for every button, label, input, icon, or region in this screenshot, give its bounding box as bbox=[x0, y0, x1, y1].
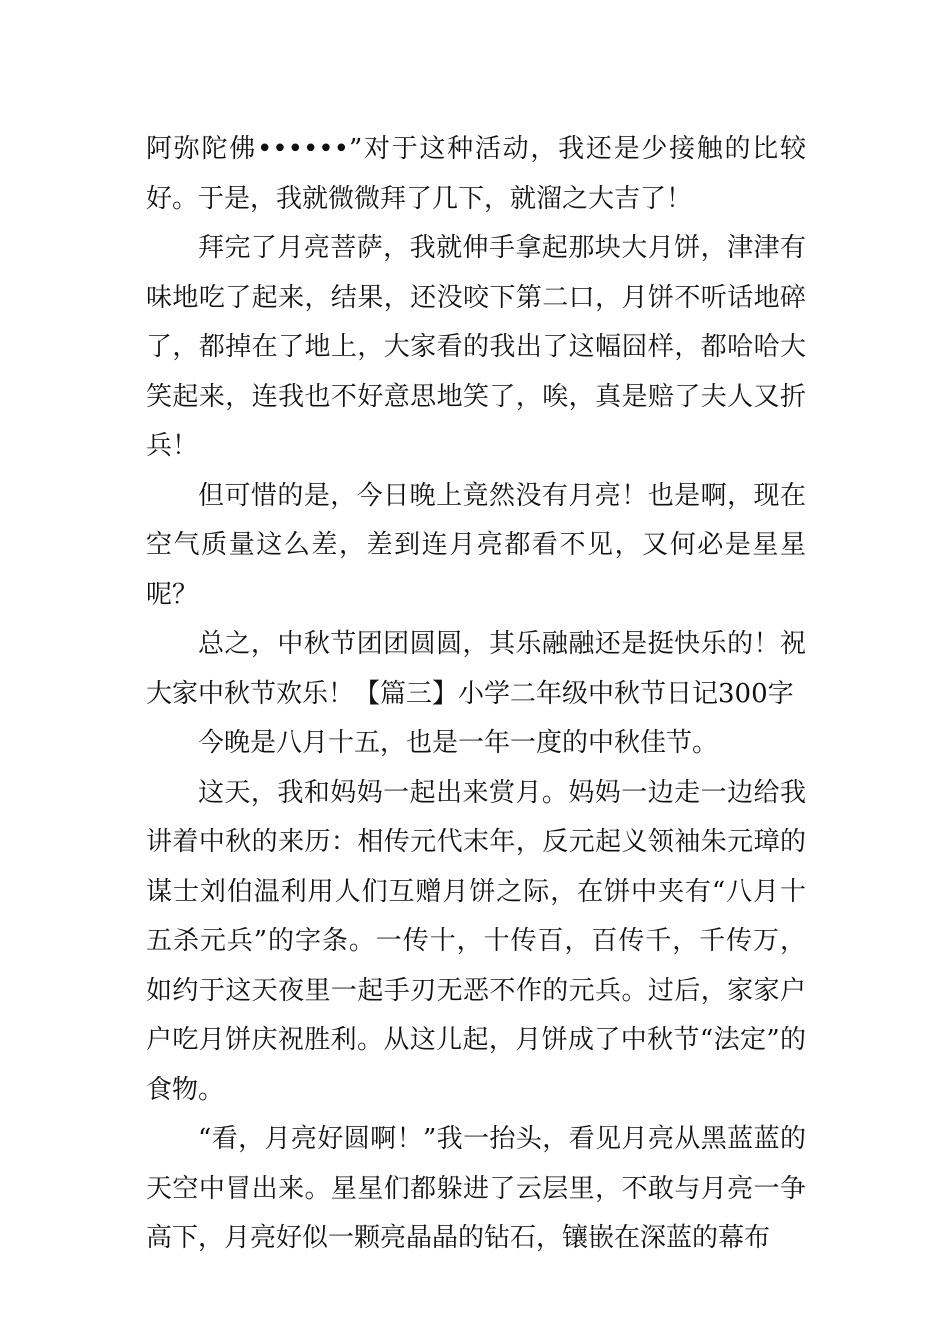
document-page bbox=[146, 125, 806, 1264]
paragraph-2: 拜完了月亮菩萨，我就伸手拿起那块大月饼，津津有味地吃了起来，结果，还没咬下第二口，月饼不听话地碎了，都掉在了地上，大家看的我出了这幅囧样，都哈哈大笑起来，连我也不好意思地笑了，唉，真是赔了夫人又折兵！ bbox=[146, 233, 806, 461]
paragraph-7: “看，月亮好圆啊！”我一抬头，看见月亮从黑蓝蓝的天空中冒出来。星星们都躲进了云层里，不敢与月亮一争高下，月亮好似一颗亮晶晶的钻石，镶嵌在深蓝的幕布 bbox=[146, 1124, 806, 1253]
paragraph-4: 总之，中秋节团团圆圆，其乐融融还是挺快乐的！祝大家中秋节欢乐！【篇三】小学二年级中秋节日记300字 bbox=[146, 629, 806, 709]
paragraph-6: 这天，我和妈妈一起出来赏月。妈妈一边走一边给我讲着中秋的来历：相传元代末年，反元起义领袖朱元璋的谋士刘伯温利用人们互赠月饼之际，在饼中夹有“八月十五杀元兵”的字条。一传十，十传百，百传千，千传万，如约于这天夜里一起手刃无恶不作的元兵。过后，家家户户吃月饼庆祝胜利。从这儿起，月饼成了中秋节“法定”的食物。 bbox=[146, 777, 806, 1105]
paragraph-1: 阿弥陀佛••••••”对于这种活动，我还是少接触的比较好。于是，我就微微拜了几下，就溜之大吉了！ bbox=[146, 134, 806, 214]
paragraph-5: 今晚是八月十五，也是一年一度的中秋佳节。 bbox=[198, 728, 719, 758]
paragraph-3: 但可惜的是，今日晚上竟然没有月亮！也是啊，现在空气质量这么差，差到连月亮都看不见，又何必是星星呢？ bbox=[146, 480, 806, 610]
